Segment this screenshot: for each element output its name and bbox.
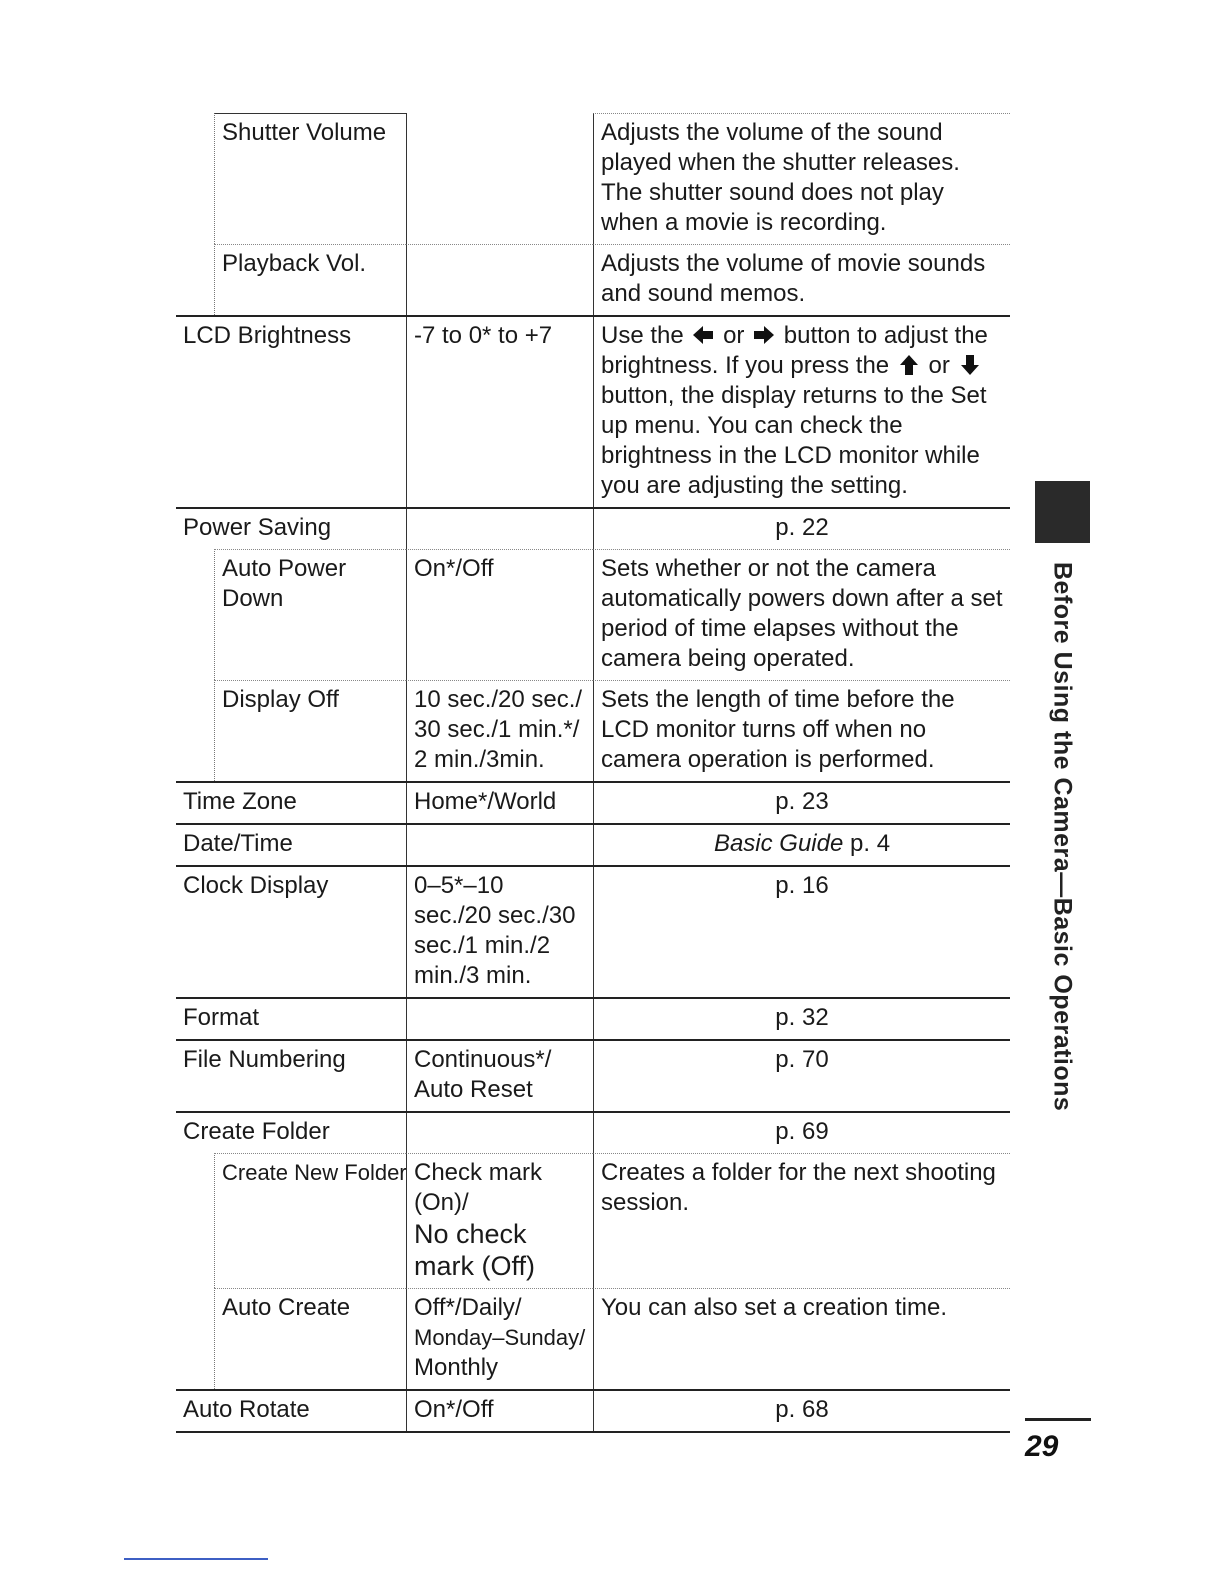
row-label: Time Zone bbox=[183, 788, 297, 815]
setting-line: Monday–Sunday/ bbox=[414, 1325, 586, 1350]
table-row bbox=[176, 1111, 1010, 1153]
row-label: Create Folder bbox=[183, 1118, 330, 1145]
row-setting: On*/Off bbox=[406, 1391, 593, 1431]
row-label: Date/Time bbox=[183, 830, 293, 857]
row-description: Sets the length of time before the LCD monitor turns off when no camera operation is performed. bbox=[593, 680, 1010, 781]
row-description: p. 22 bbox=[593, 509, 1010, 549]
row-setting: On*/Off bbox=[406, 549, 593, 680]
left-arrow-icon bbox=[692, 324, 714, 346]
row-description bbox=[593, 825, 1010, 865]
table-row bbox=[176, 113, 1010, 244]
row-setting: 0–5*–10 sec./20 sec./30 sec./1 min./2 min./3 min. bbox=[406, 867, 593, 997]
row-setting bbox=[406, 1153, 593, 1288]
row-label: Playback Vol. bbox=[214, 244, 406, 315]
row-description: p. 70 bbox=[593, 1041, 1010, 1111]
setting-line: Auto Reset bbox=[414, 1076, 533, 1103]
settings-grid bbox=[176, 113, 1010, 1433]
table-row bbox=[176, 507, 1010, 549]
row-description: Sets whether or not the camera automatically powers down after a set period of time elapses without the camera being operated. bbox=[593, 549, 1010, 680]
row-description: p. 69 bbox=[593, 1113, 1010, 1153]
setting-line: Monthly bbox=[414, 1354, 499, 1381]
page-number: 29 bbox=[1025, 1430, 1059, 1463]
desc-text: Use the bbox=[601, 322, 684, 349]
row-label: LCD Brightness bbox=[183, 322, 352, 349]
page-ref: p. 4 bbox=[850, 830, 891, 857]
setting-line: Check mark (On)/ bbox=[414, 1159, 543, 1216]
row-label: Create New Folder bbox=[214, 1153, 406, 1288]
row-setting: Home*/World bbox=[406, 783, 593, 823]
row-description bbox=[593, 317, 1010, 507]
row-setting bbox=[406, 1113, 593, 1153]
row-setting bbox=[406, 825, 593, 865]
row-label: Auto Create bbox=[214, 1288, 406, 1389]
desc-text: or bbox=[723, 322, 745, 349]
table-row bbox=[176, 244, 1010, 315]
row-setting bbox=[406, 244, 593, 315]
desc-text: button, the display returns to the Set up menu. You can check the brightness in the LCD monitor while you are adjusting the setting. bbox=[601, 382, 987, 499]
row-description: Adjusts the volume of movie sounds and sound memos. bbox=[593, 244, 1010, 315]
row-setting bbox=[406, 1041, 593, 1111]
table-row bbox=[176, 1153, 1010, 1288]
setting-line: No check mark (Off) bbox=[414, 1219, 535, 1281]
row-label: Display Off bbox=[214, 680, 406, 781]
table-row bbox=[176, 1389, 1010, 1433]
row-label: Shutter Volume bbox=[214, 113, 406, 244]
table-row bbox=[176, 1039, 1010, 1111]
row-description: Creates a folder for the next shooting session. bbox=[593, 1153, 1010, 1288]
row-label: Power Saving bbox=[183, 514, 332, 541]
table-row bbox=[176, 549, 1010, 680]
row-description: You can also set a creation time. bbox=[593, 1288, 1010, 1389]
row-setting bbox=[406, 509, 593, 549]
up-arrow-icon bbox=[898, 354, 920, 376]
desc-text: button to adjust the brightness. If you press the bbox=[601, 322, 988, 379]
row-setting bbox=[406, 999, 593, 1039]
table-row bbox=[176, 997, 1010, 1039]
section-tab-marker bbox=[1035, 481, 1090, 543]
row-description: p. 68 bbox=[593, 1391, 1010, 1431]
table-row bbox=[176, 680, 1010, 781]
desc-text: or bbox=[928, 352, 950, 379]
row-setting: 10 sec./20 sec./ 30 sec./1 min.*/ 2 min./3min. bbox=[406, 680, 593, 781]
row-label: Auto Power Down bbox=[214, 549, 406, 680]
row-label: Auto Rotate bbox=[183, 1396, 310, 1423]
row-label: File Numbering bbox=[183, 1046, 346, 1073]
guide-name: Basic Guide bbox=[713, 830, 844, 857]
row-description: p. 16 bbox=[593, 867, 1010, 997]
section-title-vertical: Before Using the Camera—Basic Operations bbox=[1048, 562, 1077, 1112]
row-description: p. 32 bbox=[593, 999, 1010, 1039]
scan-edge-line bbox=[124, 1558, 268, 1560]
row-setting: -7 to 0* to +7 bbox=[406, 317, 593, 507]
row-setting bbox=[406, 1288, 593, 1389]
table-row bbox=[176, 315, 1010, 507]
down-arrow-icon bbox=[959, 354, 981, 376]
table-row bbox=[176, 865, 1010, 997]
table-row bbox=[176, 1288, 1010, 1389]
right-arrow-icon bbox=[753, 324, 775, 346]
row-label: Clock Display bbox=[183, 872, 329, 899]
row-description: Adjusts the volume of the sound played when the shutter releases. The shutter sound does not play when a movie is recording. bbox=[593, 113, 1010, 244]
row-description: p. 23 bbox=[593, 783, 1010, 823]
table-row bbox=[176, 781, 1010, 823]
row-label: Format bbox=[183, 1004, 260, 1031]
row-setting bbox=[406, 113, 593, 244]
setting-line: Continuous*/ bbox=[414, 1046, 552, 1073]
page-number-rule bbox=[1025, 1418, 1091, 1421]
table-row bbox=[176, 823, 1010, 865]
setting-line: Off*/Daily/ bbox=[414, 1294, 522, 1321]
